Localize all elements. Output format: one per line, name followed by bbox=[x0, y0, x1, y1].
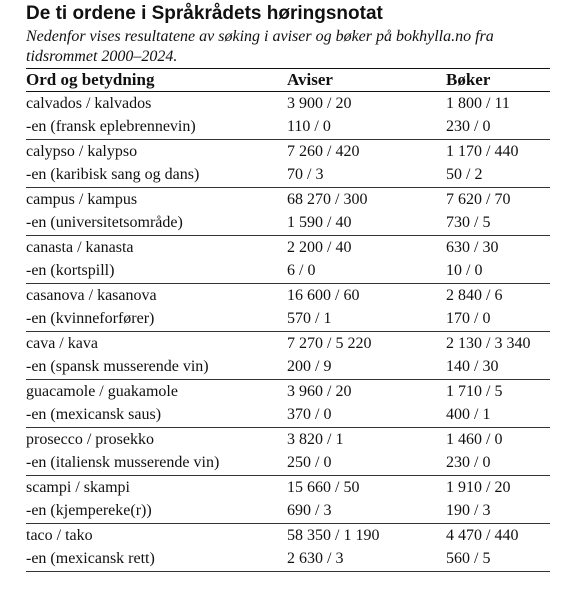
boker-count-cell: 50 / 2 bbox=[446, 166, 483, 184]
aviser-count-cell: 3 820 / 1 bbox=[287, 430, 344, 448]
boker-count-cell: 10 / 0 bbox=[446, 262, 483, 280]
boker-count-cell: 190 / 3 bbox=[446, 502, 491, 520]
document-title: De ti ordene i Språkrådets høringsnotat bbox=[26, 3, 383, 24]
column-header-boker: Bøker bbox=[446, 70, 491, 89]
table-row bbox=[26, 212, 550, 236]
word-frequency-table bbox=[26, 68, 550, 572]
table-row bbox=[26, 308, 550, 332]
aviser-count-cell: 570 / 1 bbox=[287, 310, 332, 328]
word-cell: calvados / kalvados bbox=[26, 94, 152, 112]
boker-count-cell: 230 / 0 bbox=[446, 454, 491, 472]
table-row bbox=[26, 164, 550, 188]
aviser-count-cell: 2 200 / 40 bbox=[287, 238, 352, 256]
column-header-aviser: Aviser bbox=[287, 70, 333, 89]
boker-count-cell: 1 800 / 11 bbox=[446, 94, 510, 112]
table-row bbox=[26, 356, 550, 380]
meaning-cell: -en (kjempereke(r)) bbox=[26, 502, 152, 520]
boker-count-cell: 1 170 / 440 bbox=[446, 142, 519, 160]
aviser-count-cell: 15 660 / 50 bbox=[287, 478, 360, 496]
aviser-count-cell: 68 270 / 300 bbox=[287, 190, 368, 208]
header-row bbox=[26, 69, 550, 92]
table-row bbox=[26, 260, 550, 284]
aviser-count-cell: 7 260 / 420 bbox=[287, 142, 360, 160]
boker-count-cell: 2 840 / 6 bbox=[446, 286, 503, 304]
word-cell: calypso / kalypso bbox=[26, 142, 138, 160]
table-row bbox=[26, 476, 550, 500]
document bbox=[26, 2, 550, 572]
word-cell: guacamole / guakamole bbox=[26, 382, 178, 400]
meaning-cell: -en (kortspill) bbox=[26, 262, 115, 280]
boker-count-cell: 560 / 5 bbox=[446, 550, 491, 568]
boker-count-cell: 7 620 / 70 bbox=[446, 190, 511, 208]
meaning-cell: -en (mexicansk rett) bbox=[26, 550, 155, 568]
word-cell: campus / kampus bbox=[26, 190, 138, 208]
boker-count-cell: 1 460 / 0 bbox=[446, 430, 503, 448]
aviser-count-cell: 7 270 / 5 220 bbox=[287, 334, 372, 352]
word-cell: cava / kava bbox=[26, 334, 98, 352]
word-cell: prosecco / prosekko bbox=[26, 430, 154, 448]
aviser-count-cell: 3 900 / 20 bbox=[287, 94, 352, 112]
table-row bbox=[26, 188, 550, 212]
boker-count-cell: 2 130 / 3 340 bbox=[446, 334, 531, 352]
boker-count-cell: 1 910 / 20 bbox=[446, 478, 511, 496]
table-row bbox=[26, 92, 550, 116]
aviser-count-cell: 3 960 / 20 bbox=[287, 382, 352, 400]
word-cell: taco / tako bbox=[26, 526, 93, 544]
boker-count-cell: 140 / 30 bbox=[446, 358, 499, 376]
aviser-count-cell: 16 600 / 60 bbox=[287, 286, 360, 304]
table-row bbox=[26, 524, 550, 548]
meaning-cell: -en (fransk eplebrennevin) bbox=[26, 118, 196, 136]
meaning-cell: -en (karibisk sang og dans) bbox=[26, 166, 200, 184]
document-subtitle: Nedenfor vises resultatene av søking i aviser og bøker på bokhylla.no fra tidsrommet 2000–2024. bbox=[26, 28, 494, 65]
aviser-count-cell: 200 / 9 bbox=[287, 358, 332, 376]
boker-count-cell: 400 / 1 bbox=[446, 406, 491, 424]
table-row bbox=[26, 284, 550, 308]
aviser-count-cell: 2 630 / 3 bbox=[287, 550, 344, 568]
word-cell: casanova / kasanova bbox=[26, 286, 157, 304]
boker-count-cell: 730 / 5 bbox=[446, 214, 491, 232]
table-row bbox=[26, 404, 550, 428]
meaning-cell: -en (italiensk musserende vin) bbox=[26, 454, 220, 472]
meaning-cell: -en (kvinneforfører) bbox=[26, 310, 155, 328]
aviser-count-cell: 250 / 0 bbox=[287, 454, 332, 472]
meaning-cell: -en (mexicansk saus) bbox=[26, 406, 162, 424]
boker-count-cell: 1 710 / 5 bbox=[446, 382, 503, 400]
table-row bbox=[26, 452, 550, 476]
table-row bbox=[26, 380, 550, 404]
table-row bbox=[26, 116, 550, 140]
table-row bbox=[26, 548, 550, 572]
table-header bbox=[26, 69, 550, 92]
aviser-count-cell: 58 350 / 1 190 bbox=[287, 526, 380, 544]
boker-count-cell: 630 / 30 bbox=[446, 238, 499, 256]
table-row bbox=[26, 236, 550, 260]
aviser-count-cell: 6 / 0 bbox=[287, 262, 316, 280]
table-row bbox=[26, 500, 550, 524]
aviser-count-cell: 70 / 3 bbox=[287, 166, 324, 184]
boker-count-cell: 230 / 0 bbox=[446, 118, 491, 136]
table-row bbox=[26, 140, 550, 164]
meaning-cell: -en (spansk musserende vin) bbox=[26, 358, 209, 376]
table-row bbox=[26, 332, 550, 356]
aviser-count-cell: 1 590 / 40 bbox=[287, 214, 352, 232]
table-body bbox=[26, 92, 550, 572]
word-cell: canasta / kanasta bbox=[26, 238, 134, 256]
boker-count-cell: 170 / 0 bbox=[446, 310, 491, 328]
aviser-count-cell: 690 / 3 bbox=[287, 502, 332, 520]
table-row bbox=[26, 428, 550, 452]
meaning-cell: -en (universitetsområde) bbox=[26, 214, 183, 232]
column-header-word: Ord og betydning bbox=[26, 70, 155, 89]
boker-count-cell: 4 470 / 440 bbox=[446, 526, 519, 544]
aviser-count-cell: 110 / 0 bbox=[287, 118, 331, 136]
word-cell: scampi / skampi bbox=[26, 478, 130, 496]
aviser-count-cell: 370 / 0 bbox=[287, 406, 332, 424]
